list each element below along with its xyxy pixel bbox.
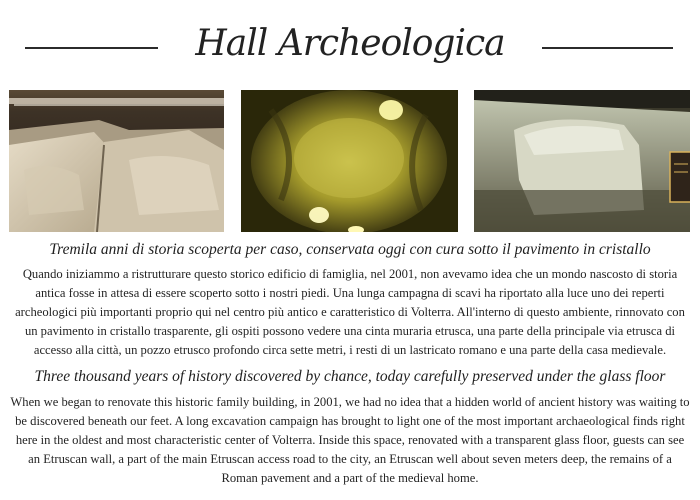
italian-subtitle: Tremila anni di storia scoperta per caso, conservata oggi con cura sotto il pavimento in cristallo xyxy=(49,241,651,258)
right-divider xyxy=(542,47,673,49)
page-header xyxy=(0,10,700,80)
lit-stone-block-photo xyxy=(474,90,690,232)
english-subtitle: Three thousand years of history discovered by chance, today carefully preserved under the glass floor xyxy=(34,368,666,385)
photo-strip xyxy=(0,90,700,232)
page-title: Hall Archeologica xyxy=(195,23,505,64)
etruscan-well-photo xyxy=(241,90,458,232)
left-divider xyxy=(25,47,158,49)
italian-paragraph: Quando iniziammo a ristrutturare questo storico edificio di famiglia, nel 2001, non avevamo idea che un mondo nascosto di storia antica fosse in attesa di essere scoperto sotto i nostri piedi. Una lunga campagna di scavi ha riportato alla luce uno dei reperti archeologici più importanti proprio qui nel centro più antico e caratteristico di Volterra. All'interno di questo ambiente, rinnovato con un pavimento in cristallo trasparente, gli ospiti possono vedere una cinta muraria etrusca, una parte della principale via etrusca di accesso alla città, un pozzo etrusco profondo circa sette metri, i resti di un lastricato romano e una parte della casa medievale. xyxy=(15,267,685,357)
english-paragraph: When we began to renovate this historic family building, in 2001, we had no idea that a hidden world of ancient history was waiting to be discovered beneath our feet. A long excavation campaign has brought to light one of the most important archaeological finds right here in the oldest and most characteristic center of Volterra. Inside this space, renovated with a transparent glass floor, guests can see an Etruscan wall, a part of the main Etruscan access road to the city, an Etruscan well about seven meters deep, the remains of a Roman pavement and a part of the medieval home. xyxy=(10,395,690,485)
excavated-stone-wall-photo xyxy=(9,90,224,232)
